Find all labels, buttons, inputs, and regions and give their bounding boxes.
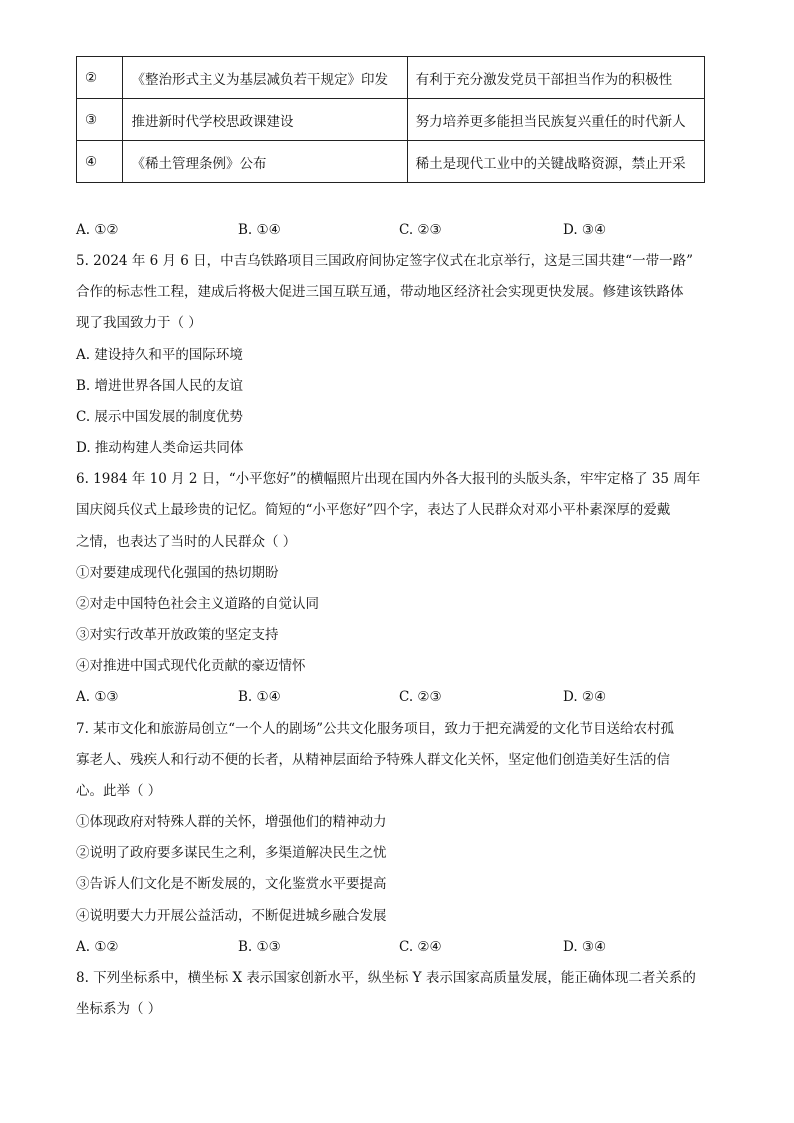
choice-b[interactable]: B. ①④ — [238, 689, 281, 705]
q6-statement: ④对推进中国式现代化贡献的豪迈情怀 — [76, 658, 306, 674]
choice-d[interactable]: D. ②④ — [563, 689, 607, 705]
choice-d[interactable]: D. ③④ — [563, 939, 607, 955]
choice-d[interactable]: D. ③④ — [563, 222, 607, 238]
choice-b[interactable]: B. ①③ — [238, 939, 281, 955]
q6-statement: ③对实行改革开放政策的坚定支持 — [76, 627, 279, 643]
q6-stem-line: 国庆阅兵仪式上最珍贵的记忆。简短的“小平您好”四个字，表达了人民群众对邓小平朴素深厚的爱戴 — [76, 502, 671, 518]
q5-stem-line: 5. 2024 年 6 月 6 日，中吉乌铁路项目三国政府间协定签字仪式在北京举行，这是三国共建“一带一路” — [76, 253, 693, 269]
table-row — [77, 57, 705, 99]
choice-a[interactable]: A. ①② — [76, 939, 119, 955]
q5-option-a[interactable]: A. 建设持久和平的国际环境 — [76, 347, 243, 363]
options-table — [76, 56, 705, 183]
q7-stem-line: 7. 某市文化和旅游局创立“一个人的剧场”公共文化服务项目，致力于把充满爱的文化节目送给农村孤 — [76, 721, 674, 737]
choice-c[interactable]: C. ②④ — [399, 939, 442, 955]
choice-a[interactable]: A. ①② — [76, 222, 119, 238]
q7-statement: ③告诉人们文化是不断发展的，文化鉴赏水平要提高 — [76, 876, 387, 892]
q7-stem-line: 心。此举（ ） — [76, 783, 162, 799]
row-meaning: 有利于充分激发党员干部担当作为的积极性 — [407, 57, 704, 99]
table-row — [77, 99, 705, 141]
row-number: ② — [77, 57, 123, 99]
choice-c[interactable]: C. ②③ — [399, 689, 442, 705]
choice-b[interactable]: B. ①④ — [238, 222, 281, 238]
q5-option-c[interactable]: C. 展示中国发展的制度优势 — [76, 409, 243, 425]
q7-statement: ②说明了政府要多谋民生之利，多渠道解决民生之忧 — [76, 845, 387, 861]
choice-c[interactable]: C. ②③ — [399, 222, 442, 238]
q5-stem-line: 合作的标志性工程，建成后将极大促进三国互联互通，带动地区经济社会实现更快发展。修建该铁路体 — [76, 284, 684, 300]
row-number: ④ — [77, 141, 123, 183]
q6-statement: ①对要建成现代化强国的热切期盼 — [76, 565, 279, 581]
row-event: 推进新时代学校思政课建设 — [123, 99, 407, 141]
row-event: 《整治形式主义为基层减负若干规定》印发 — [123, 57, 407, 99]
q5-stem-line: 现了我国致力于（ ） — [76, 315, 202, 331]
row-meaning: 努力培养更多能担当民族复兴重任的时代新人 — [407, 99, 704, 141]
row-event: 《稀土管理条例》公布 — [123, 141, 407, 183]
table-row — [77, 141, 705, 183]
q8-stem-line: 坐标系为（ ） — [76, 1001, 162, 1017]
q8-stem-line: 8. 下列坐标系中，横坐标 X 表示国家创新水平，纵坐标 Y 表示国家高质量发展，能正确体现二者关系的 — [76, 970, 696, 986]
q7-statement: ①体现政府对特殊人群的关怀，增强他们的精神动力 — [76, 814, 387, 830]
q4-choices — [76, 224, 716, 240]
q7-stem-line: 寡老人、残疾人和行动不便的长者，从精神层面给予特殊人群文化关怀，坚定他们创造美好生活的信 — [76, 752, 670, 768]
q6-statement: ②对走中国特色社会主义道路的自觉认同 — [76, 596, 319, 612]
q6-choices — [76, 691, 716, 707]
row-meaning: 稀土是现代工业中的关键战略资源，禁止开采 — [407, 141, 704, 183]
q5-option-d[interactable]: D. 推动构建人类命运共同体 — [76, 440, 244, 456]
row-number: ③ — [77, 99, 123, 141]
choice-a[interactable]: A. ①③ — [76, 689, 119, 705]
q6-stem-line: 之情，也表达了当时的人民群众（ ） — [76, 534, 297, 550]
q6-stem-line: 6. 1984 年 10 月 2 日，“小平您好”的横幅照片出现在国内外各大报刊的头版头条，牢牢定格了 35 周年 — [76, 471, 701, 487]
q7-choices — [76, 941, 716, 957]
q7-statement: ④说明要大力开展公益活动，不断促进城乡融合发展 — [76, 908, 387, 924]
q5-option-b[interactable]: B. 增进世界各国人民的友谊 — [76, 378, 244, 394]
